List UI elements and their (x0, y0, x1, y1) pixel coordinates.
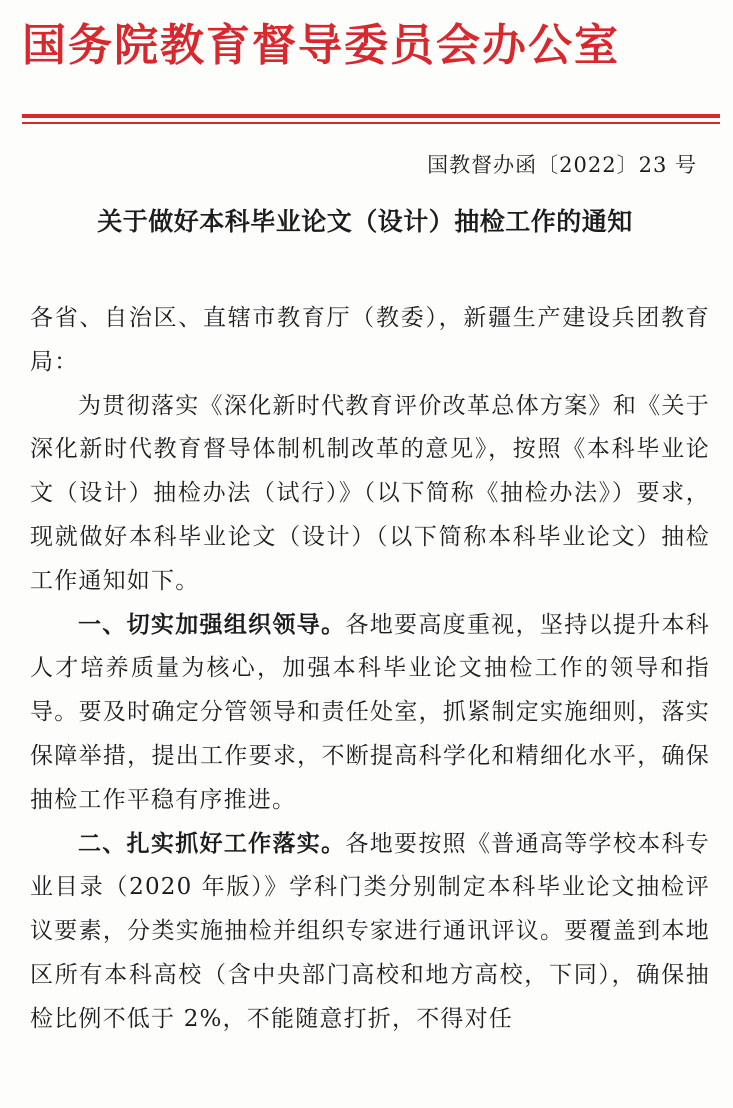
section-text: 各地要高度重视，坚持以提升本科人才培养质量为核心，加强本科毕业论文抽检工作的领导和指导。要及时确定分管领导和责任处室，抓紧制定实施细则，落实保障举措，提出工作要求，不断提高科学化和精细化水平，确保抽检工作平稳有序推进。 (30, 611, 711, 813)
document-body (30, 297, 710, 1042)
red-divider-thick (22, 114, 720, 118)
intro-paragraph: 为贯彻落实《深化新时代教育评价改革总体方案》和《关于深化新时代教育督导体制机制改革的意见》，按照《本科毕业论文（设计）抽检办法（试行）》（以下简称《抽检办法》）要求，现就做好本科毕业论文（设计）（以下简称本科毕业论文）抽检工作通知如下。 (30, 392, 710, 594)
section-1 (30, 604, 710, 823)
section-heading: 一、切实加强组织领导。 (78, 611, 346, 638)
issuer-header: 国务院教育督导委员会办公室 (22, 20, 620, 71)
document-title: 关于做好本科毕业论文（设计）抽检工作的通知 (97, 207, 633, 236)
salutation: 各省、自治区、直辖市教育厅（教委），新疆生产建设兵团教育局： (30, 305, 710, 375)
section-heading: 二、扎实抓好工作落实。 (78, 830, 346, 857)
section-text: 各地要按照《普通高等学校本科专业目录（2020 年版）》学科门类分别制定本科毕业论文抽检评议要素，分类实施抽检并组织专家进行通讯评议。要覆盖到本地区所有本科高校（含中央部门高校和地方高校，下同），确保抽检比例不低于 2%，不能随意打折，不得对任 (30, 830, 711, 1032)
section-2 (30, 823, 710, 1042)
document-number: 国教督办函〔2022〕23 号 (427, 153, 697, 177)
red-divider-thin (22, 122, 720, 124)
